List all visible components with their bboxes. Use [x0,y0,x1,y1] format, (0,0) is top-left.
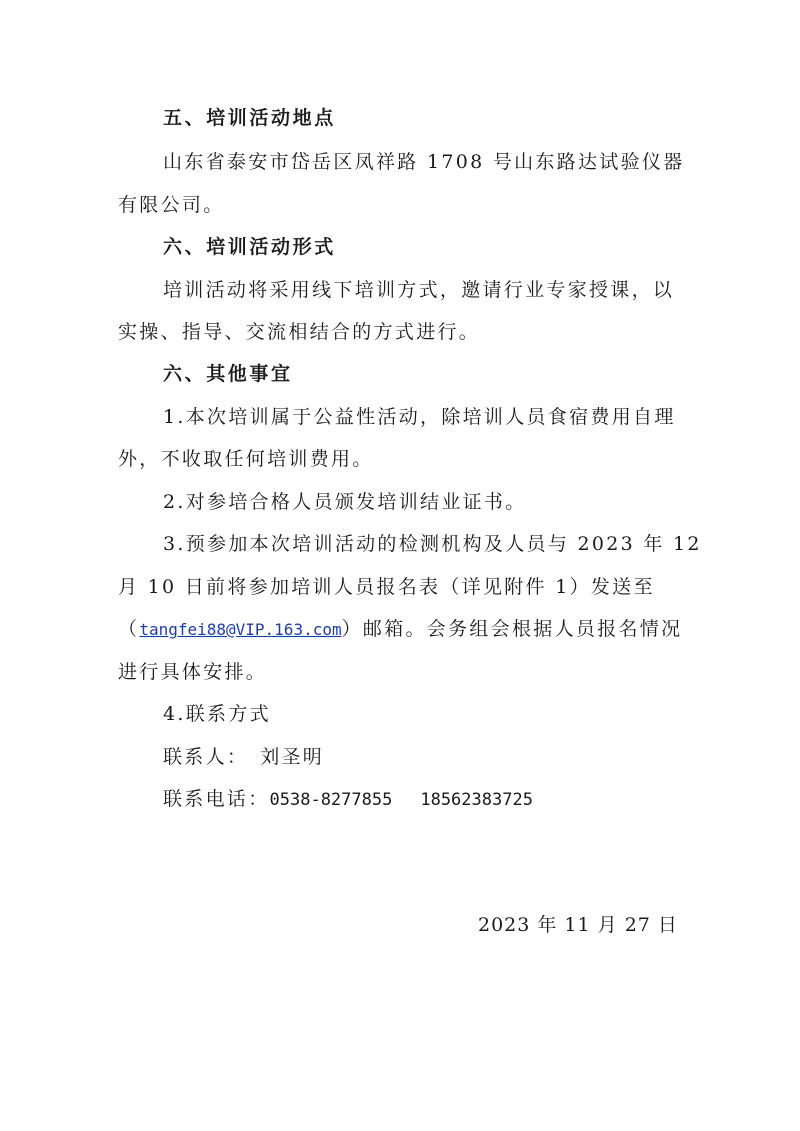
location-text-line-1: 山东省泰安市岱岳区凤祥路 1708 号山东路达试验仪器 [163,151,685,173]
contact-phone-1: 0538-8277855 [269,790,393,810]
section-heading-format: 六、培训活动形式 [163,236,336,258]
item-2: 2.对参培合格人员颁发培训结业证书。 [163,491,527,513]
item-3-line-1: 3.预参加本次培训活动的检测机构及人员与 2023 年 12 [163,533,702,555]
contact-person-label: 联系人： [163,746,249,768]
contact-phone [163,787,688,812]
location-text-line-2: 有限公司。 [118,194,225,216]
section-heading-other: 六、其他事宜 [163,363,293,385]
item-3-line-2: 月 10 日前将参加培训人员报名表（详见附件 1）发送至 [118,576,655,598]
format-text-line-1: 培训活动将采用线下培训方式，邀请行业专家授课，以 [163,279,675,301]
item-3-line-3 [118,617,688,642]
item-4: 4.联系方式 [163,703,271,725]
item-1-line-1: 1.本次培训属于公益性活动，除培训人员食宿费用自理 [163,406,676,428]
email-link[interactable]: tangfei88@VIP.163.com [139,620,342,639]
contact-person [163,745,688,769]
paren-open: （ [118,618,140,640]
contact-phone-2: 18562383725 [420,790,533,810]
document-date: 2023 年 11 月 27 日 [478,914,678,936]
section-heading-location: 五、培训活动地点 [163,107,336,129]
item-3-line-3-rest: ）邮箱。会务组会根据人员报名情况 [341,618,683,640]
contact-person-name: 刘圣明 [260,746,325,768]
item-1-line-2: 外，不收取任何培训费用。 [118,448,374,470]
contact-phone-label: 联系电话： [163,788,270,810]
item-3-line-4: 进行具体安排。 [118,661,268,683]
format-text-line-2: 实操、指导、交流相结合的方式进行。 [118,321,481,343]
